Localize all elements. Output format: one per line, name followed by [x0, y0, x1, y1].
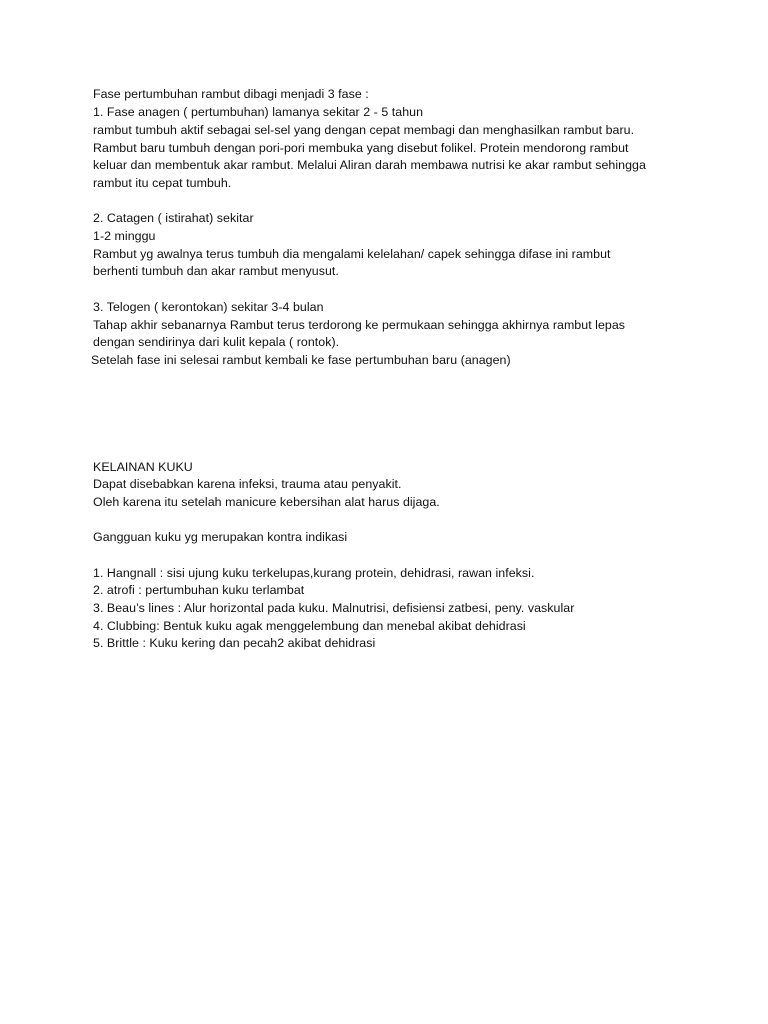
phase1-line: keluar dan membentuk akar rambut. Melalui Aliran darah membawa nutrisi ke akar rambut sehingga: [93, 158, 646, 172]
phase2-line: berhenti tumbuh dan akar rambut menyusut.: [93, 264, 339, 278]
nail-disorders-line: Oleh karena itu setelah manicure kebersihan alat harus dijaga.: [93, 495, 440, 509]
phase2-line: 1-2 minggu: [93, 229, 156, 243]
phase3-line: Setelah fase ini selesai rambut kembali ke fase pertumbuhan baru (anagen): [91, 353, 511, 367]
phase3-title: 3. Telogen ( kerontokan) sekitar 3-4 bulan: [93, 300, 324, 314]
list-item: 2. atrofi : pertumbuhan kuku terlambat: [93, 583, 305, 597]
hair-growth-heading: Fase pertumbuhan rambut dibagi menjadi 3 fase :: [93, 87, 369, 101]
list-item: 3. Beau’s lines : Alur horizontal pada kuku. Malnutrisi, defisiensi zatbesi, peny. vaskular: [93, 601, 575, 615]
list-item: 1. Hangnall : sisi ujung kuku terkelupas,kurang protein, dehidrasi, rawan infeksi.: [93, 566, 535, 580]
phase2-title: 2. Catagen ( istirahat) sekitar: [93, 211, 254, 225]
phase1-line: Rambut baru tumbuh dengan pori-pori membuka yang disebut folikel. Protein mendorong rambut: [93, 141, 629, 155]
phase3-line: Tahap akhir sebanarnya Rambut terus terdorong ke permukaan sehingga akhirnya rambut lepas: [93, 318, 626, 332]
phase2-line: Rambut yg awalnya terus tumbuh dia mengalami kelelahan/ capek sehingga difase ini rambut: [93, 247, 611, 261]
phase1-line: rambut tumbuh aktif sebagai sel-sel yang dengan cepat membagi dan menghasilkan rambut baru.: [93, 123, 635, 137]
contraindication-subheading: Gangguan kuku yg merupakan kontra indikasi: [93, 530, 348, 544]
nail-disorders-line: Dapat disebabkan karena infeksi, trauma atau penyakit.: [93, 477, 402, 491]
nail-disorders-heading: KELAINAN KUKU: [93, 460, 193, 474]
list-item: 4. Clubbing: Bentuk kuku agak menggelembung dan menebal akibat dehidrasi: [93, 619, 526, 633]
list-item: 5. Brittle : Kuku kering dan pecah2 akibat dehidrasi: [93, 636, 376, 650]
phase3-line: dengan sendirinya dari kulit kepala ( rontok).: [93, 335, 340, 349]
phase1-line: rambut itu cepat tumbuh.: [93, 176, 232, 190]
phase1-title: 1. Fase anagen ( pertumbuhan) lamanya sekitar 2 - 5 tahun: [93, 105, 424, 119]
